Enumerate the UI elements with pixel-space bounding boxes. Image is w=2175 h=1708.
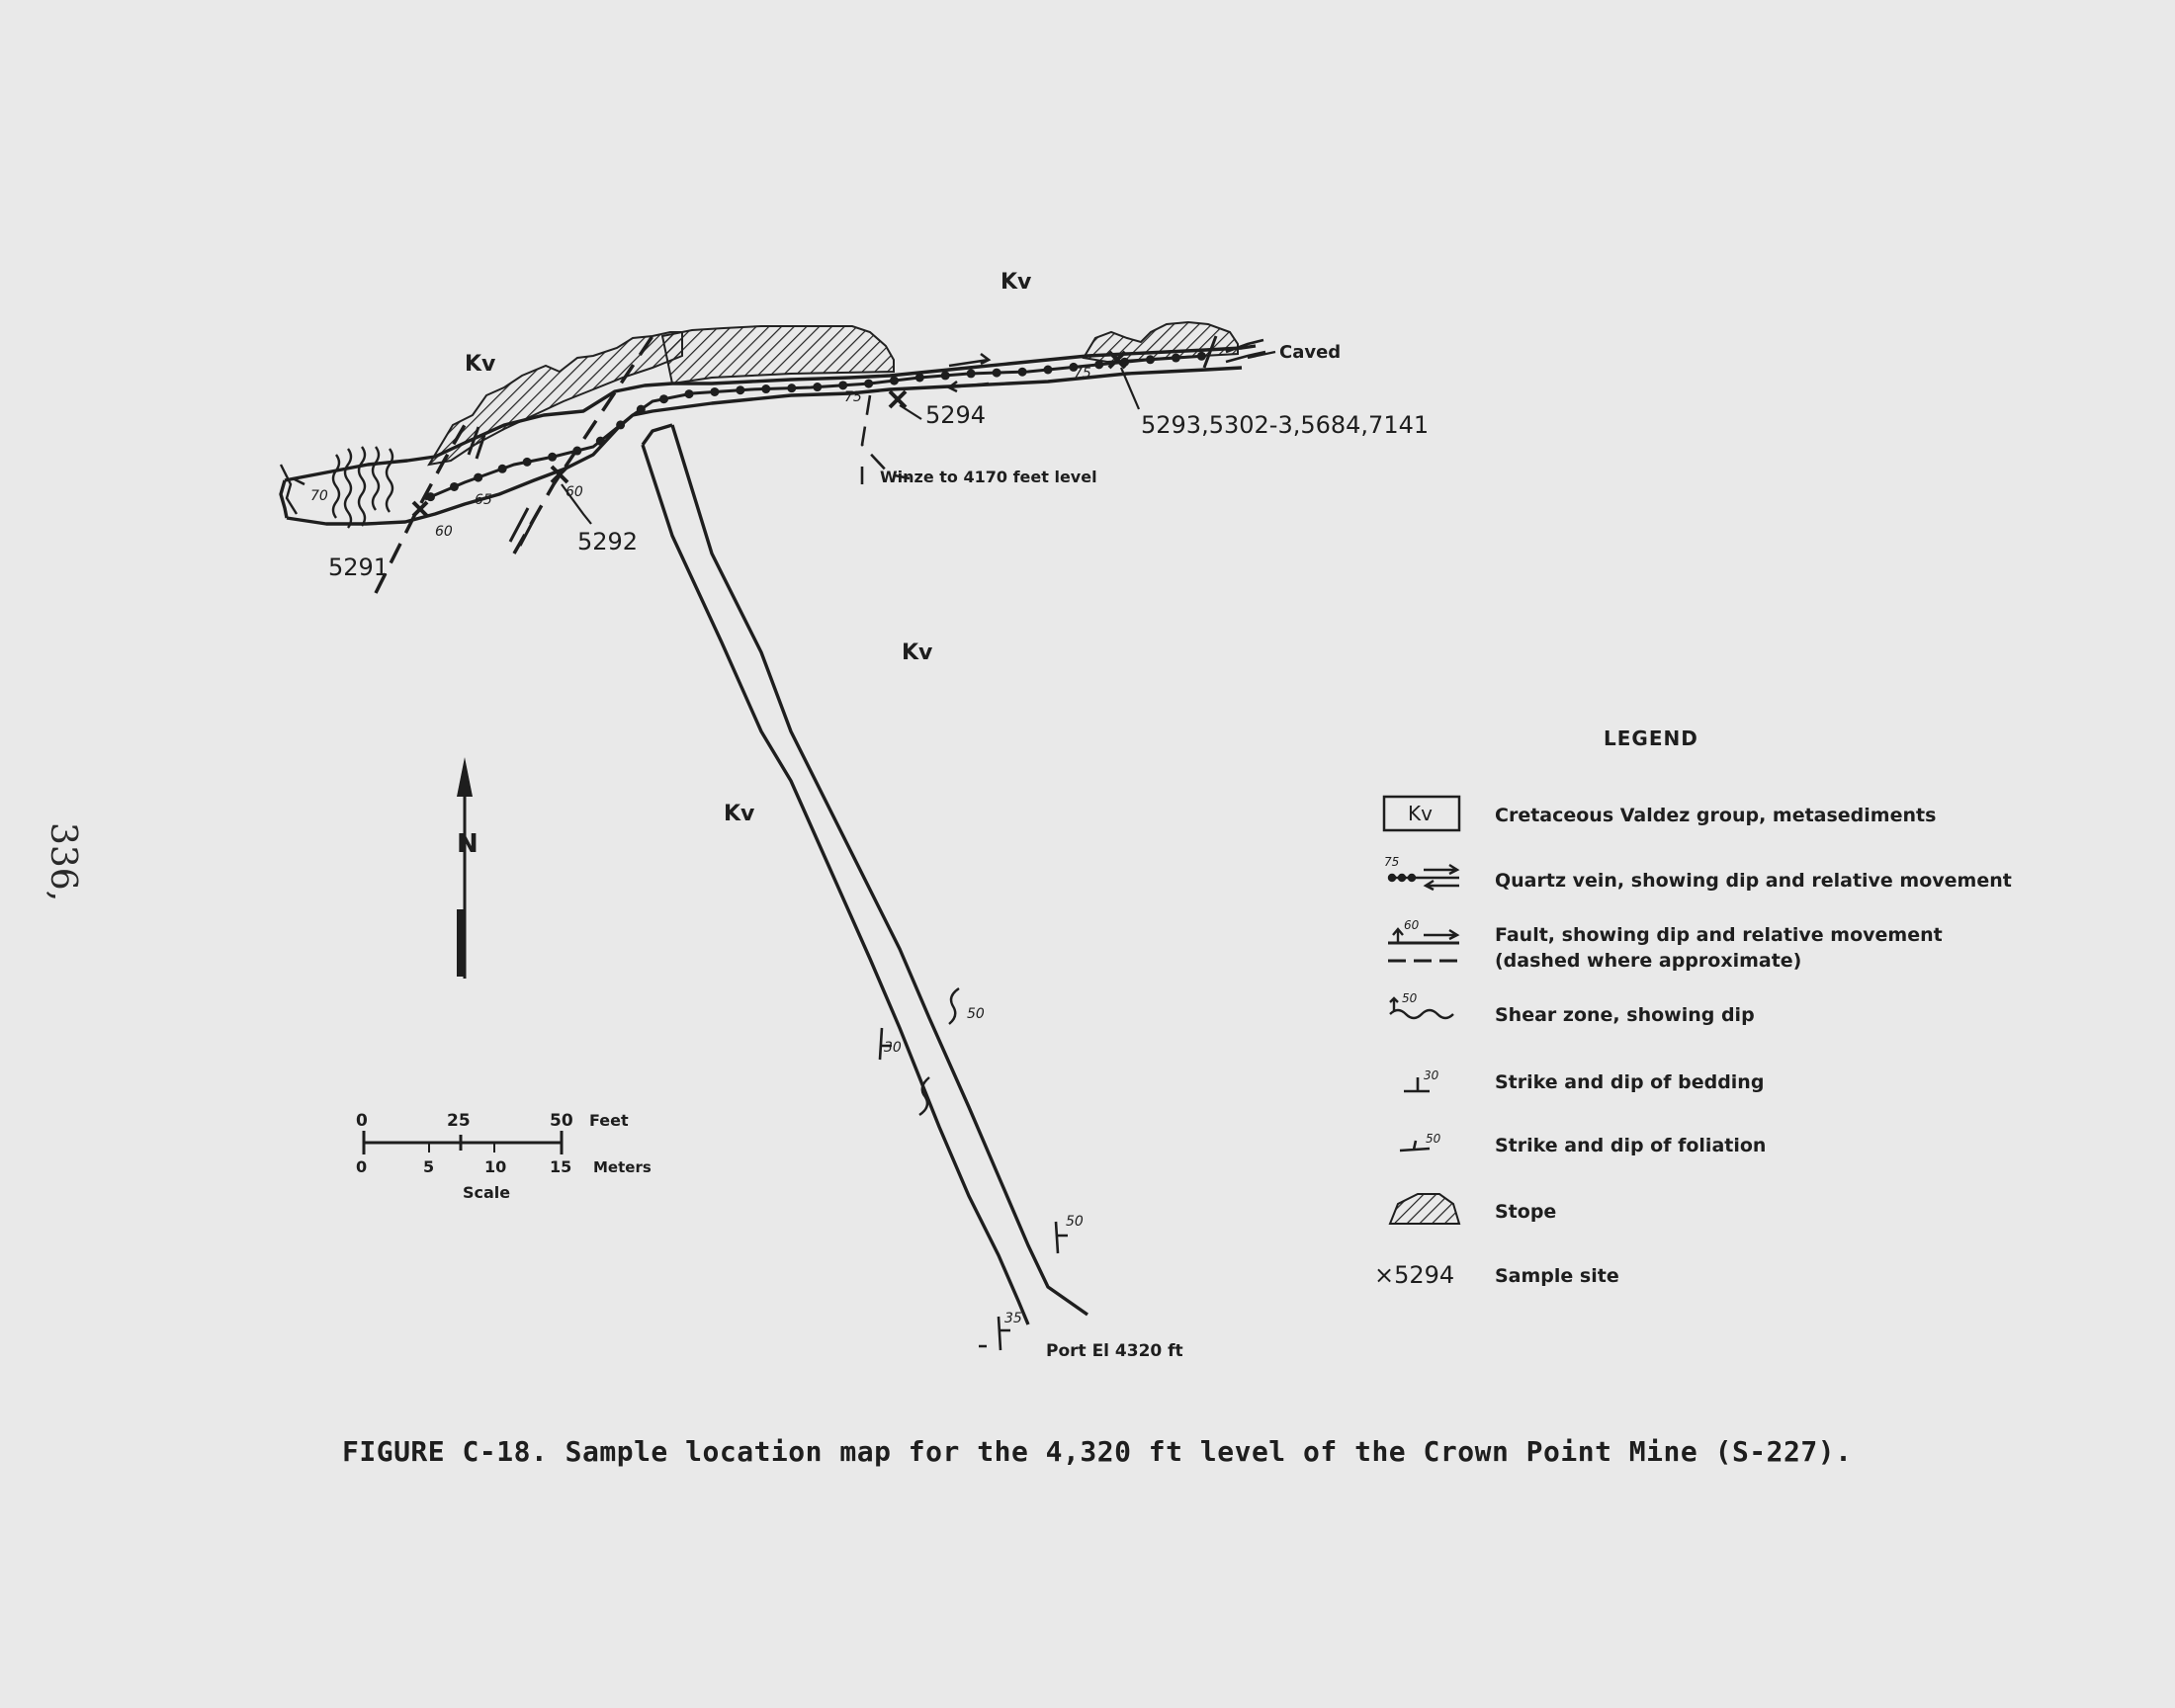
shear-adit-1 bbox=[949, 988, 959, 1024]
quartz-vein-dot bbox=[941, 371, 950, 380]
scale-meters-unit: Meters bbox=[593, 1158, 652, 1176]
quartz-vein-dot bbox=[637, 405, 646, 414]
structure-symbols bbox=[293, 478, 1068, 1350]
portal-label: Port El 4320 ft bbox=[1046, 1341, 1183, 1361]
quartz-vein-dot bbox=[813, 383, 822, 391]
dip-fault-5292: 60 bbox=[566, 484, 583, 500]
legend-stope-symbol bbox=[1390, 1194, 1459, 1224]
legend-title: LEGEND bbox=[1604, 726, 1698, 750]
quartz-vein-dot bbox=[736, 385, 744, 394]
scale-m-5: 5 bbox=[423, 1157, 435, 1176]
legend-quartz-vein-dip: 75 bbox=[1384, 855, 1400, 869]
legend-text-fault: Fault, showing dip and relative movement bbox=[1495, 924, 1943, 946]
adit-west-wall bbox=[643, 445, 1028, 1324]
dip-bedding-35: 35 bbox=[1004, 1311, 1022, 1326]
caved-label: Caved bbox=[1279, 342, 1342, 363]
dip-fault-5291: 60 bbox=[435, 524, 453, 540]
legend-fault-dip: 60 bbox=[1404, 918, 1420, 932]
sample-label-5291: 5291 bbox=[328, 554, 390, 581]
legend-fault-symbol bbox=[1388, 929, 1459, 961]
scale-feet-unit: Feet bbox=[589, 1111, 629, 1130]
quartz-vein-dot bbox=[596, 437, 605, 446]
legend-text-sample: Sample site bbox=[1495, 1265, 1619, 1287]
quartz-vein-dot bbox=[474, 473, 482, 482]
page-number: 336, bbox=[43, 822, 83, 902]
quartz-vein-dot bbox=[659, 394, 668, 403]
sample-label-5293-group: 5293,5302-3,5684,7141 bbox=[1141, 411, 1430, 439]
scale-bar bbox=[356, 1111, 652, 1202]
quartz-vein-dot bbox=[1197, 352, 1206, 361]
dip-values bbox=[310, 366, 1091, 1326]
quartz-vein-dot bbox=[548, 453, 557, 462]
dip-vein-65: 65 bbox=[475, 492, 492, 508]
winze-label: Winze to 4170 feet level bbox=[880, 468, 1097, 486]
unit-label-kv-north: Kv bbox=[1000, 270, 1032, 295]
legend-text-quartz-vein: Quartz vein, showing dip and relative movement bbox=[1495, 870, 2012, 892]
scale-feet-50: 50 bbox=[550, 1111, 573, 1131]
dip-vein-75-mid: 75 bbox=[844, 389, 862, 405]
legend-sample-symbol: ×5294 bbox=[1374, 1261, 1455, 1289]
quartz-vein-dot bbox=[787, 384, 796, 392]
north-arrow bbox=[457, 757, 478, 979]
quartz-vein-dot bbox=[1172, 354, 1180, 363]
unit-label-kv-west: Kv bbox=[465, 352, 496, 377]
quartz-vein-dot bbox=[523, 458, 532, 467]
quartz-vein-dot bbox=[616, 420, 625, 429]
north-label: N bbox=[457, 829, 478, 859]
shear-squiggle-1 bbox=[333, 455, 339, 518]
scale-m-0: 0 bbox=[356, 1157, 368, 1176]
quartz-vein-dot bbox=[761, 384, 770, 393]
legend-text-stope: Stope bbox=[1495, 1201, 1557, 1223]
legend-text-shear: Shear zone, showing dip bbox=[1495, 1004, 1755, 1026]
adit-east-wall bbox=[672, 425, 1088, 1315]
legend bbox=[1374, 726, 2012, 1289]
quartz-vein-dot bbox=[838, 381, 847, 389]
legend-text-bedding: Strike and dip of bedding bbox=[1495, 1071, 1765, 1093]
quartz-vein-dot bbox=[1043, 366, 1052, 375]
leader-5294 bbox=[900, 405, 921, 419]
shear-squiggle-5 bbox=[387, 449, 392, 512]
scale-feet-0: 0 bbox=[356, 1111, 368, 1131]
adit-junction bbox=[643, 425, 672, 445]
drift-west-end bbox=[281, 480, 287, 518]
legend-shear-symbol bbox=[1390, 998, 1453, 1018]
dip-bedding-30: 30 bbox=[884, 1040, 902, 1056]
quartz-vein-dot bbox=[915, 373, 924, 382]
quartz-vein-dot bbox=[1146, 355, 1155, 364]
scale-title: Scale bbox=[463, 1183, 511, 1202]
quartz-vein-dot bbox=[993, 369, 1001, 378]
legend-foliation-dip: 50 bbox=[1426, 1132, 1441, 1146]
shear-squiggle-4 bbox=[373, 447, 379, 510]
quartz-vein-dot bbox=[890, 377, 899, 385]
sample-x-5294 bbox=[890, 391, 906, 407]
quartz-vein-dot bbox=[1018, 368, 1027, 377]
quartz-vein-dot bbox=[450, 482, 459, 491]
dip-foliation-50: 50 bbox=[1066, 1214, 1084, 1230]
legend-text-unit: Cretaceous Valdez group, metasediments bbox=[1495, 805, 1937, 826]
dip-shear-adit: 50 bbox=[967, 1006, 985, 1022]
movement-arrow-5292 bbox=[510, 508, 538, 546]
dip-shear-west: 70 bbox=[310, 488, 328, 504]
legend-text-foliation: Strike and dip of foliation bbox=[1495, 1135, 1767, 1156]
figure-caption: FIGURE C-18. Sample location map for the 4,320 ft level of the Crown Point Mine (S-227). bbox=[342, 1435, 1853, 1468]
shear-squiggle-3 bbox=[359, 447, 365, 526]
scale-m-10: 10 bbox=[484, 1157, 507, 1176]
quartz-vein-dot bbox=[864, 380, 873, 388]
quartz-vein-dot bbox=[498, 465, 507, 473]
scale-m-15: 15 bbox=[550, 1157, 572, 1176]
sample-label-5292: 5292 bbox=[577, 528, 639, 555]
legend-bedding-dip: 30 bbox=[1424, 1068, 1439, 1082]
sample-x-5291 bbox=[413, 502, 427, 516]
quartz-vein-dot bbox=[710, 387, 719, 396]
legend-shear-dip: 50 bbox=[1402, 991, 1418, 1005]
shear-squiggle-2 bbox=[345, 449, 351, 528]
dip-vein-75-east: 75 bbox=[1074, 366, 1091, 382]
quartz-vein-dot bbox=[685, 389, 694, 398]
legend-unit-box-label: Kv bbox=[1408, 802, 1433, 825]
quartz-vein-dot bbox=[1094, 360, 1103, 369]
quartz-vein-dot bbox=[967, 369, 976, 378]
unit-label-kv-southwest: Kv bbox=[724, 802, 755, 826]
sample-label-5294: 5294 bbox=[925, 401, 987, 429]
scale-feet-25: 25 bbox=[447, 1111, 471, 1131]
unit-label-kv-center: Kv bbox=[902, 640, 933, 665]
stope-central bbox=[662, 326, 894, 384]
legend-text-fault-2: (dashed where approximate) bbox=[1495, 950, 1802, 972]
movement-arrow-east-1 bbox=[949, 354, 989, 366]
